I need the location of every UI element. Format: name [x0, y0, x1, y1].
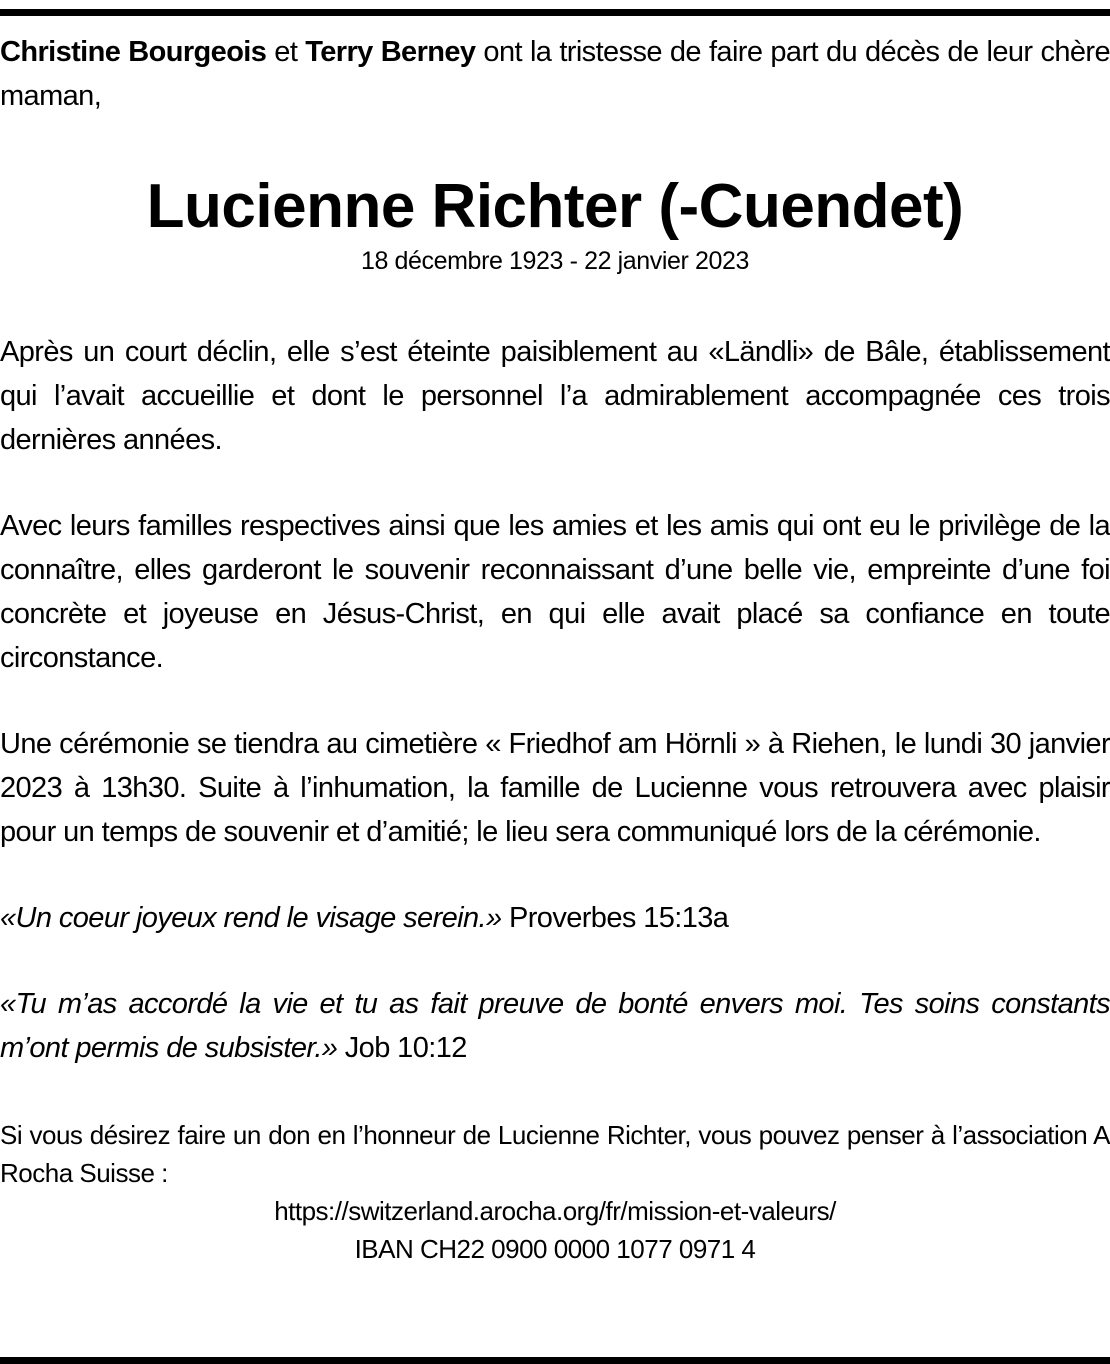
donation-paragraph: Si vous désirez faire un don en l’honneur de Lucienne Richter, vous pouvez penser à l’association A Rocha Suisse : — [0, 1120, 1110, 1188]
deceased-name: Lucienne Richter (-Cuendet) — [146, 172, 964, 241]
donation-url: https://switzerland.arocha.org/fr/mission-et-valeurs/ — [274, 1196, 836, 1226]
name-christine: Christine Bourgeois — [0, 36, 267, 68]
quote-proverbs — [0, 896, 1110, 940]
quote-proverbs-source: Proverbes 15:13a — [501, 902, 729, 934]
intro-and: et — [266, 36, 306, 68]
quote-proverbs-text: «Un coeur joyeux rend le visage serein.» — [0, 902, 502, 934]
top-rule — [0, 9, 1110, 16]
intro-paragraph — [0, 30, 1110, 118]
paragraph-decline: Après un court déclin, elle s’est éteinte paisiblement au «Ländli» de Bâle, établissement qui l’avait accueillie et dont le personnel l’a admirablement accompagnée ces trois dernières années. — [0, 336, 1110, 456]
obituary-notice — [0, 30, 1110, 1268]
quote-job-source: Job 10:12 — [337, 1032, 467, 1064]
bottom-rule — [0, 1357, 1110, 1364]
paragraph-families: Avec leurs familles respectives ainsi que les amies et les amis qui ont eu le privilège de la connaître, elles garderont le souvenir reconnaissant d’une belle vie, empreinte d’une foi concrète et joyeuse en Jésus-Christ, en qui elle avait placé sa confiance en toute circonstance. — [0, 510, 1110, 674]
paragraph-ceremony: Une cérémonie se tiendra au cimetière « Friedhof am Hörnli » à Riehen, le lundi 30 janvier 2023 à 13h30. Suite à l’inhumation, la famille de Lucienne vous retrouvera avec plaisir pour un temps de souvenir et d’amitié; le lieu sera communiqué lors de la cérémonie. — [0, 728, 1110, 848]
name-terry: Terry Berney — [305, 36, 476, 68]
quote-job-text: «Tu m’as accordé la vie et tu as fait preuve de bonté envers moi. Tes soins constants m’ont permis de subsister.» — [0, 988, 1110, 1064]
intro-text: ont la tristesse de faire part du décès de leur chère maman, — [0, 36, 1110, 112]
life-dates: 18 décembre 1923 - 22 janvier 2023 — [360, 247, 750, 275]
quote-job — [0, 982, 1110, 1070]
donation-iban: IBAN CH22 0900 0000 1077 0971 4 — [354, 1234, 756, 1264]
